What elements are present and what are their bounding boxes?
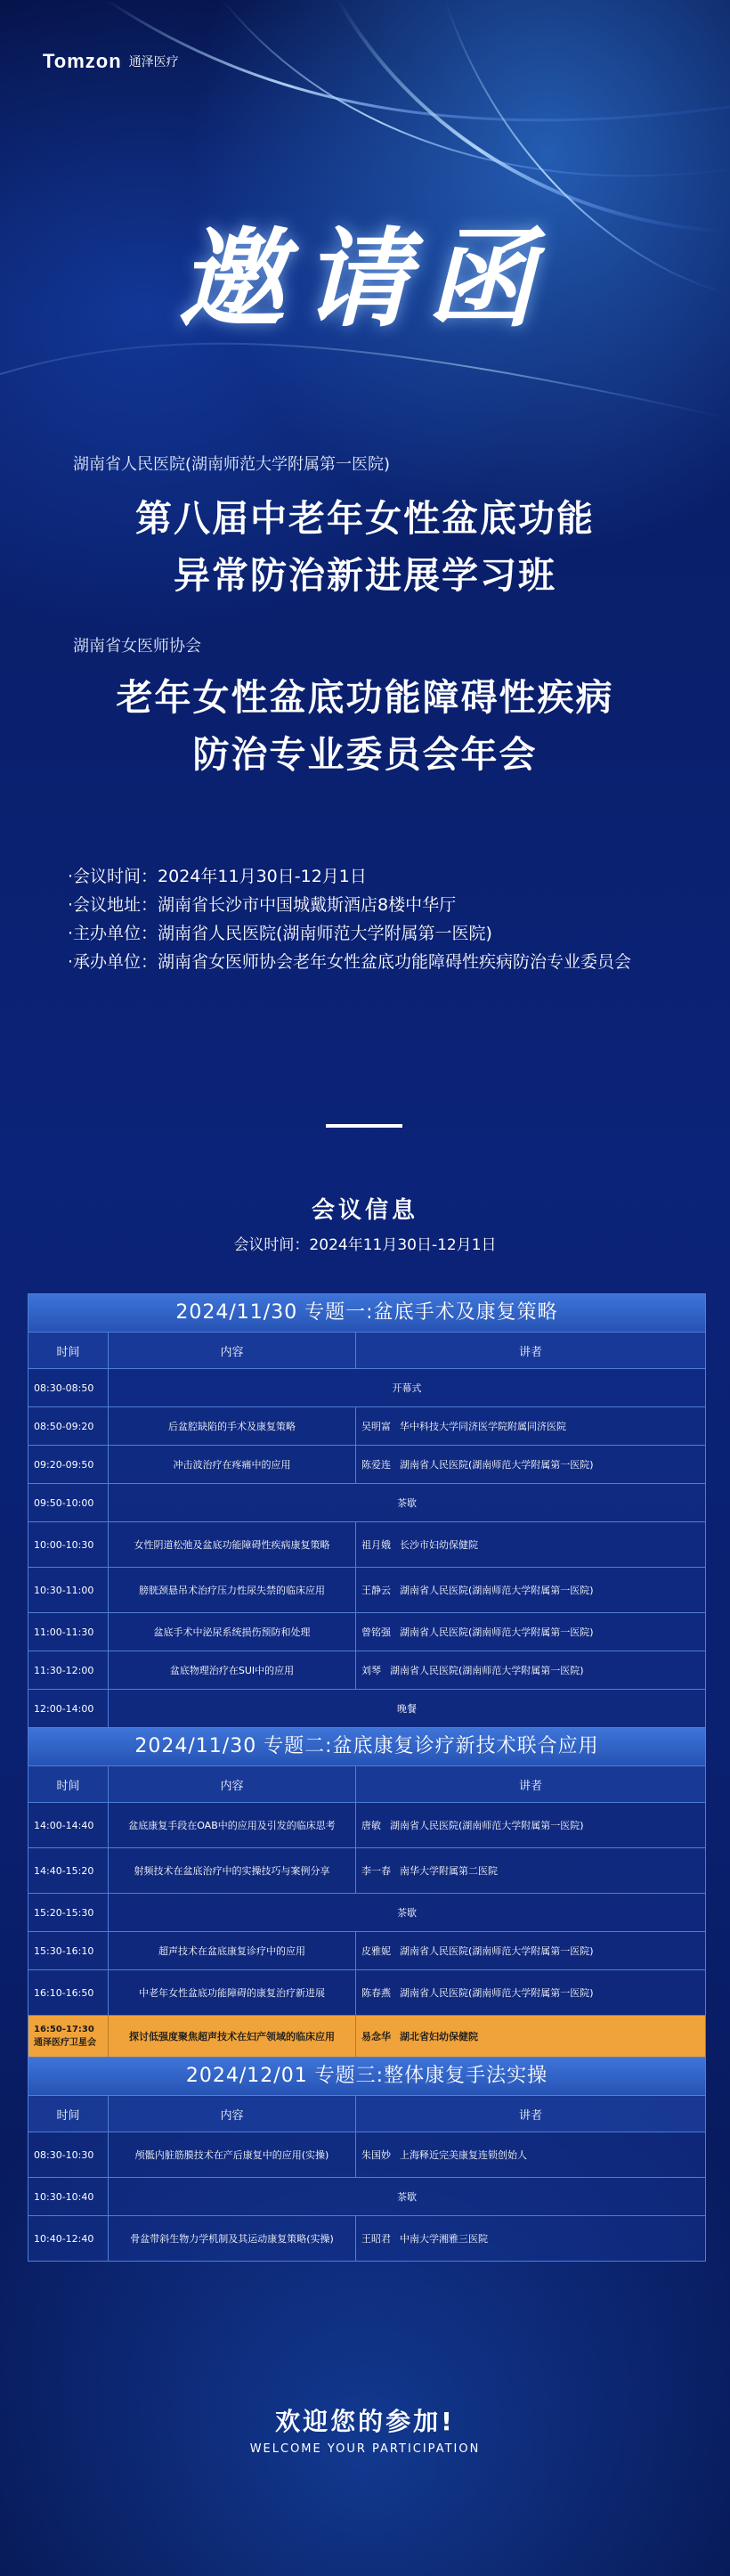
speaker-org: 上海释近完美康复连锁创始人	[400, 2149, 527, 2161]
info-value: 湖南省长沙市中国城戴斯酒店8楼中华厅	[158, 895, 457, 915]
session-topic: 射频技术在盆底治疗中的实操技巧与案例分享	[109, 1848, 356, 1893]
table-row	[28, 2132, 705, 2178]
speaker-org: 湖南省人民医院(湖南师范大学附属第一医院)	[400, 1945, 594, 1957]
session-time: 15:30-16:10	[28, 1932, 109, 1969]
table-header-row	[28, 1333, 705, 1369]
host-org-2: 湖南省女医师协会	[73, 637, 201, 656]
speaker-name: 朱国妙	[361, 2149, 391, 2161]
session-speaker	[356, 1407, 705, 1445]
speaker-org: 湖南省人民医院(湖南师范大学附属第一医院)	[390, 1665, 584, 1676]
welcome-text: 欢迎您的参加!	[275, 2407, 455, 2436]
session-speaker	[356, 2216, 705, 2261]
session-topic: 盆底手术中泌尿系统损伤预防和处理	[109, 1613, 356, 1651]
session-topic: 盆底物理治疗在SUI中的应用	[109, 1651, 356, 1689]
speaker-org: 湖南省人民医院(湖南师范大学附属第一医院)	[400, 1585, 594, 1596]
session-time: 15:20-15:30	[28, 1894, 109, 1931]
header-time: 时间	[28, 1333, 109, 1368]
event-title-line-2: 异常防治新进展学习班	[174, 554, 556, 597]
session-time: 08:30-10:30	[28, 2132, 109, 2177]
logo-subtitle: 通泽医疗	[128, 55, 179, 69]
event-title-line-3: 老年女性盆底功能障碍性疾病	[116, 676, 614, 719]
info-key: ·承办单位：	[68, 952, 158, 972]
session-speaker	[356, 1651, 705, 1689]
speaker-name: 刘琴	[361, 1665, 381, 1676]
section-divider	[326, 1124, 402, 1128]
speaker-name: 曾铭强	[361, 1626, 391, 1638]
section-time: 会议时间：2024年11月30日-12月1日	[233, 1236, 497, 1254]
session-time: 08:50-09:20	[28, 1407, 109, 1445]
session-topic: 冲击波治疗在疼痛中的应用	[109, 1446, 356, 1483]
session-time: 10:30-10:40	[28, 2178, 109, 2215]
speaker-org: 长沙市妇幼保健院	[400, 1539, 478, 1551]
table-row	[28, 1803, 705, 1848]
speaker-org: 中南大学湘雅三医院	[400, 2233, 488, 2245]
session-topic: 颅骶内脏筋膜技术在产后康复中的应用(实操)	[109, 2132, 356, 2177]
session-time: 12:00-14:00	[28, 1690, 109, 1727]
session-break: 茶歇	[397, 1497, 417, 1509]
session-speaker	[356, 2132, 705, 2177]
session-speaker	[356, 1970, 705, 2015]
speaker-org: 华中科技大学同济医学院附属同济医院	[400, 1421, 566, 1432]
session-break: 茶歇	[397, 2191, 417, 2203]
table-row	[28, 1848, 705, 1894]
speaker-name: 陈春燕	[361, 1987, 391, 1999]
info-key: ·会议地址：	[68, 895, 158, 915]
session-speaker	[356, 1613, 705, 1651]
topic-header: 2024/11/30 专题二:盆底康复诊疗新技术联合应用	[28, 1728, 705, 1766]
session-time: 10:40-12:40	[28, 2216, 109, 2261]
welcome-text-en: WELCOME YOUR PARTICIPATION	[249, 2442, 481, 2456]
speaker-name: 吴明富	[361, 1421, 391, 1432]
session-time: 14:40-15:20	[28, 1848, 109, 1893]
speaker-org: 湖南省人民医院(湖南师范大学附属第一医院)	[400, 1459, 594, 1471]
info-row-address	[68, 891, 691, 919]
session-speaker	[356, 1932, 705, 1969]
session-topic: 膀胱颈悬吊术治疗压力性尿失禁的临床应用	[109, 1568, 356, 1612]
info-row-time	[68, 862, 691, 891]
header-speaker: 讲者	[518, 1779, 542, 1793]
info-row-host	[68, 919, 691, 948]
session-time: 16:10-16:50	[28, 1970, 109, 2015]
session-break: 晚餐	[397, 1703, 417, 1715]
event-title-line-4: 防治专业委员会年会	[192, 733, 538, 776]
header-speaker: 讲者	[518, 1345, 542, 1359]
table-row	[28, 1651, 705, 1690]
session-time: 10:30-11:00	[28, 1568, 109, 1612]
header-time: 时间	[28, 2096, 109, 2132]
session-topic: 女性阴道松弛及盆底功能障碍性疾病康复策略	[109, 1522, 356, 1567]
table-row	[28, 1446, 705, 1484]
table-row	[28, 1894, 705, 1932]
table-row	[28, 2178, 705, 2216]
session-topic: 盆底康复手段在OAB中的应用及引发的临床思考	[109, 1803, 356, 1847]
session-time: 11:30-12:00	[28, 1651, 109, 1689]
speaker-name: 王静云	[361, 1585, 391, 1596]
header-content: 内容	[109, 1333, 356, 1368]
table-row	[28, 2216, 705, 2261]
session-topic: 探讨低强度聚焦超声技术在妇产领域的临床应用	[109, 2016, 356, 2057]
speaker-org: 湖南省人民医院(湖南师范大学附属第一医院)	[390, 1820, 584, 1831]
session-time: 11:00-11:30	[28, 1613, 109, 1651]
table-row	[28, 1369, 705, 1407]
speaker-org: 南华大学附属第二医院	[400, 1865, 498, 1877]
session-topic: 超声技术在盆底康复诊疗中的应用	[109, 1932, 356, 1969]
speaker-name: 李一春	[361, 1865, 391, 1877]
header-content: 内容	[109, 2096, 356, 2132]
table-row	[28, 1407, 705, 1446]
table-row	[28, 1484, 705, 1522]
satellite-session-row	[28, 2016, 705, 2058]
speaker-org: 湖南省人民医院(湖南师范大学附属第一医院)	[400, 1626, 594, 1638]
info-value: 湖南省女医师协会老年女性盆底功能障碍性疾病防治专业委员会	[158, 952, 632, 972]
meeting-info-list	[68, 862, 691, 976]
table-header-row	[28, 2096, 705, 2132]
table-row	[28, 1522, 705, 1568]
table-row	[28, 1568, 705, 1613]
event-title-line-1: 第八届中老年女性盆底功能	[135, 497, 595, 540]
session-topic: 后盆腔缺陷的手术及康复策略	[109, 1407, 356, 1445]
session-speaker	[356, 1803, 705, 1847]
topic-header: 2024/12/01 专题三:整体康复手法实操	[28, 2058, 705, 2096]
header-time: 时间	[28, 1766, 109, 1802]
session-speaker	[356, 1568, 705, 1612]
session-speaker	[356, 1848, 705, 1893]
info-key: ·会议时间：	[68, 867, 158, 886]
session-time: 14:00-14:40	[28, 1803, 109, 1847]
speaker-name: 唐敏	[361, 1820, 381, 1831]
info-value: 湖南省人民医院(湖南师范大学附属第一医院)	[158, 924, 492, 943]
invitation-title: 邀请函	[178, 216, 552, 342]
session-time: 09:50-10:00	[28, 1484, 109, 1521]
table-row	[28, 1970, 705, 2016]
session-break: 开幕式	[392, 1382, 422, 1394]
info-row-organizer	[68, 948, 691, 976]
session-time: 16:50-17:30 通泽医疗卫星会	[28, 2016, 109, 2057]
table-header-row	[28, 1766, 705, 1803]
brand-logo	[43, 50, 179, 73]
info-value: 2024年11月30日-12月1日	[158, 867, 367, 886]
schedule-table	[28, 1293, 706, 2262]
info-key: ·主办单位：	[68, 924, 158, 943]
topic-header: 2024/11/30 专题一:盆底手术及康复策略	[28, 1294, 705, 1333]
speaker-name: 祖月娥	[361, 1539, 391, 1551]
session-topic: 骨盆带斜生物力学机制及其运动康复策略(实操)	[109, 2216, 356, 2261]
table-row	[28, 1613, 705, 1651]
logo-wordmark: Tomzon	[43, 50, 122, 72]
header-content: 内容	[109, 1766, 356, 1802]
session-time: 08:30-08:50	[28, 1369, 109, 1406]
speaker-org: 湖南省人民医院(湖南师范大学附属第一医院)	[400, 1987, 594, 1999]
speaker-name: 皮雅妮	[361, 1945, 391, 1957]
speaker-name: 陈爱连	[361, 1459, 391, 1471]
speaker-name: 易念华	[361, 2031, 391, 2042]
session-speaker	[356, 2016, 705, 2057]
header-speaker: 讲者	[518, 2108, 542, 2123]
host-org-1: 湖南省人民医院(湖南师范大学附属第一医院)	[73, 455, 391, 474]
session-time: 10:00-10:30	[28, 1522, 109, 1567]
session-speaker	[356, 1522, 705, 1567]
session-topic: 中老年女性盆底功能障碍的康复治疗新进展	[109, 1970, 356, 2015]
speaker-org: 湖北省妇幼保健院	[400, 2031, 478, 2042]
session-speaker	[356, 1446, 705, 1483]
session-break: 茶歇	[397, 1907, 417, 1919]
session-time: 09:20-09:50	[28, 1446, 109, 1483]
table-row	[28, 1932, 705, 1970]
table-row	[28, 1690, 705, 1728]
section-title: 会议信息	[311, 1197, 418, 1224]
speaker-name: 王昭君	[361, 2233, 391, 2245]
